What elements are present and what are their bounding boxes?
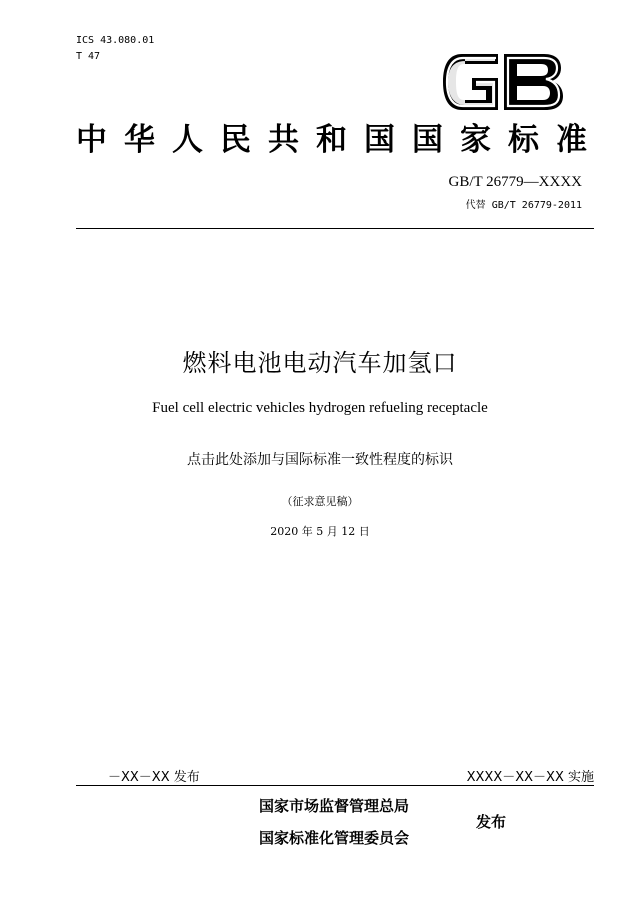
draft-date: 2020 年 5 月 12 日 (270, 525, 370, 538)
standard-number: GB/T 26779—XXXX (448, 174, 582, 190)
standard-type-heading: 中华人民共和国国家标准 (76, 122, 604, 158)
draft-status: （征求意见稿） (281, 495, 359, 508)
publish-label: 发布 (476, 813, 507, 831)
document-title-en: Fuel cell electric vehicles hydrogen refueling receptacle (152, 400, 488, 416)
classification-codes (76, 33, 154, 65)
issuer-samr: 国家市场监督管理总局 (259, 797, 410, 815)
ccs-code: T 47 (76, 51, 101, 62)
issuer-sac: 国家标准化管理委员会 (259, 829, 410, 847)
consistency-note[interactable]: 点击此处添加与国际标准一致性程度的标识 (187, 452, 453, 468)
replaces-standard: 代替 GB/T 26779-2011 (465, 200, 582, 211)
issue-date: －XX－XX 发布 (108, 770, 200, 785)
header-divider (76, 228, 594, 229)
ics-code: ICS 43.080.01 (76, 35, 155, 46)
document-title-cn: 燃料电池电动汽车加氢口 (182, 349, 458, 377)
footer-divider (76, 785, 594, 786)
implementation-date: XXXX－XX－XX 实施 (466, 770, 594, 785)
gb-logo (440, 48, 566, 116)
